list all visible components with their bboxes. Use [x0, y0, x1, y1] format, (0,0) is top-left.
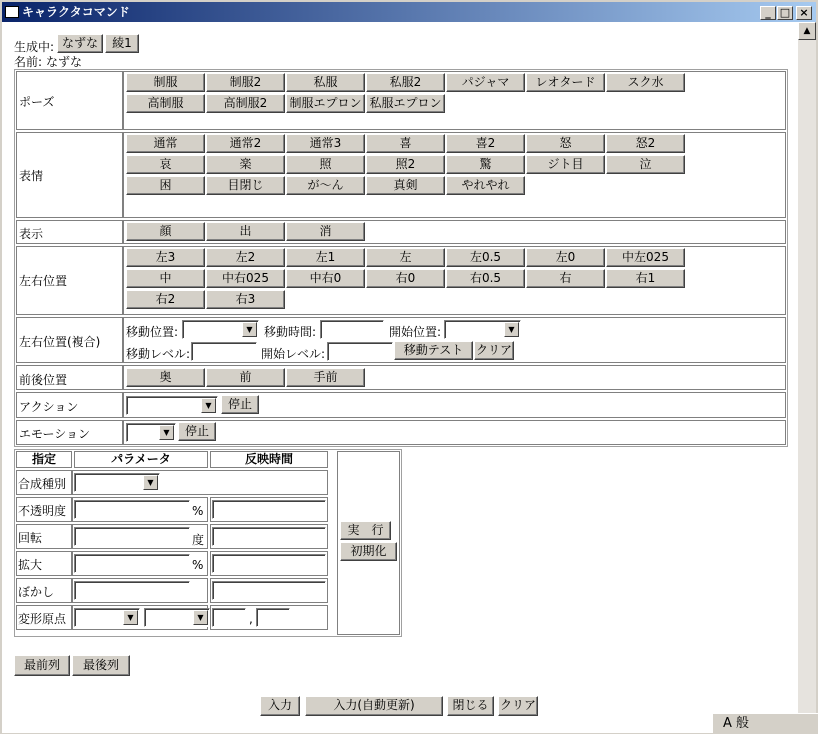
lr-position-button[interactable]: 中右025: [206, 269, 285, 288]
lr-position-button[interactable]: 中左025: [606, 248, 685, 267]
action-label: アクション: [19, 400, 79, 414]
expression-label: 表情: [19, 169, 44, 183]
chevron-down-icon: ▼: [504, 322, 519, 337]
origin-y-input[interactable]: [256, 608, 290, 627]
param-label: 拡大: [18, 558, 43, 572]
origin-x-input[interactable]: [212, 608, 246, 627]
pose-button[interactable]: スク水: [606, 73, 685, 92]
lr-position-button[interactable]: 左2: [206, 248, 285, 267]
start-position-select[interactable]: [444, 320, 521, 339]
ime-toolbar: [713, 713, 818, 733]
origin-separator: ,: [249, 612, 253, 626]
lr-position-label: 左右位置: [19, 274, 68, 288]
send-to-back-button[interactable]: 最後列: [72, 655, 130, 676]
pose-button[interactable]: レオタード: [526, 73, 605, 92]
name-value: なずな: [46, 55, 83, 69]
lr-position-button[interactable]: 左: [366, 248, 445, 267]
depth-position-button[interactable]: 前: [206, 368, 285, 387]
expression-button[interactable]: 目閉じ: [206, 176, 285, 195]
origin-x-select[interactable]: [74, 608, 140, 627]
expression-button[interactable]: 喜2: [446, 134, 525, 153]
execute-button[interactable]: 実 行: [340, 521, 391, 540]
lr-position-button[interactable]: 左1: [286, 248, 365, 267]
lr-position-button[interactable]: 左0.5: [446, 248, 525, 267]
start-level-input[interactable]: [327, 342, 393, 361]
emotion-stop-button[interactable]: 停止: [178, 422, 216, 441]
pose-button[interactable]: 私服: [286, 73, 365, 92]
param-label: ぼかし: [18, 585, 55, 599]
param-label: 回転: [18, 531, 43, 545]
pose-button[interactable]: 制服: [126, 73, 205, 92]
move-level-label: 移動レベル:: [126, 347, 191, 361]
client-area: [2, 22, 798, 733]
reset-button[interactable]: 初期化: [340, 542, 397, 561]
display-label: 表示: [19, 227, 44, 241]
vertical-scrollbar[interactable]: [798, 22, 816, 733]
input-button[interactable]: 入力: [260, 696, 300, 716]
move-level-input[interactable]: [191, 342, 257, 361]
lr-complex-clear-button[interactable]: クリア: [474, 341, 514, 360]
param-value-input[interactable]: [74, 527, 190, 546]
chevron-down-icon: ▼: [159, 425, 174, 440]
lr-position-button[interactable]: 右1: [606, 269, 685, 288]
blend-type-select[interactable]: [74, 473, 160, 492]
emotion-label: エモーション: [19, 427, 91, 441]
expression-button[interactable]: 照2: [366, 155, 445, 174]
name-label: 名前:: [14, 55, 43, 69]
scroll-up-arrow-icon[interactable]: ▲: [798, 22, 816, 40]
minimize-button[interactable]: _: [760, 6, 776, 20]
input-auto-update-button[interactable]: 入力(自動更新): [305, 696, 443, 716]
display-button[interactable]: 顔: [126, 222, 205, 241]
param-label: 不透明度: [18, 504, 67, 518]
expression-button[interactable]: 怒2: [606, 134, 685, 153]
expression-button[interactable]: 楽: [206, 155, 285, 174]
lr-position-button[interactable]: 左3: [126, 248, 205, 267]
close-dialog-button[interactable]: 閉じる: [447, 696, 494, 716]
params-header-spec: 指定: [31, 452, 56, 466]
lr-position-button[interactable]: 右2: [126, 290, 205, 309]
generating-button-nazuna[interactable]: なずな: [57, 34, 103, 53]
expression-button[interactable]: 通常3: [286, 134, 365, 153]
lr-position-button[interactable]: 右0.5: [446, 269, 525, 288]
origin-y-select[interactable]: [144, 608, 210, 627]
pose-button[interactable]: 制服エプロン: [286, 94, 365, 113]
param-time-input[interactable]: [212, 527, 326, 546]
expression-button[interactable]: 驚: [446, 155, 525, 174]
pose-button[interactable]: 私服2: [366, 73, 445, 92]
move-position-select[interactable]: [182, 320, 259, 339]
expression-button[interactable]: が〜ん: [286, 176, 365, 195]
expression-button[interactable]: 哀: [126, 155, 205, 174]
expression-button[interactable]: やれやれ: [446, 176, 525, 195]
move-test-button[interactable]: 移動テスト: [394, 341, 473, 360]
move-position-label: 移動位置:: [126, 325, 179, 339]
pose-button[interactable]: パジャマ: [446, 73, 525, 92]
depth-position-button[interactable]: 奥: [126, 368, 205, 387]
depth-position-label: 前後位置: [19, 373, 68, 387]
app-icon: [5, 6, 19, 18]
param-unit: 度: [192, 533, 205, 547]
display-button[interactable]: 消: [286, 222, 365, 241]
maximize-button[interactable]: □: [777, 6, 793, 20]
expression-button[interactable]: 怒: [526, 134, 605, 153]
expression-button[interactable]: 通常2: [206, 134, 285, 153]
chevron-down-icon: ▼: [123, 610, 138, 625]
pose-button[interactable]: 私服エプロン: [366, 94, 445, 113]
expression-button[interactable]: 困: [126, 176, 205, 195]
chevron-down-icon: ▼: [201, 398, 216, 413]
lr-position-button[interactable]: 右: [526, 269, 605, 288]
generating-label: 生成中:: [14, 40, 55, 54]
display-button[interactable]: 出: [206, 222, 285, 241]
params-header-parameter: パラメータ: [111, 452, 171, 466]
param-time-input[interactable]: [212, 581, 326, 600]
lr-position-button[interactable]: 中: [126, 269, 205, 288]
pose-button[interactable]: 制服2: [206, 73, 285, 92]
move-time-label: 移動時間:: [264, 325, 317, 339]
param-value-input[interactable]: [74, 500, 190, 519]
window-title: キャラクタコマンド: [22, 5, 130, 19]
pose-button[interactable]: 高制服2: [206, 94, 285, 113]
param-label: 合成種別: [18, 477, 67, 491]
bring-to-front-button[interactable]: 最前列: [14, 655, 70, 676]
pose-button[interactable]: 高制服: [126, 94, 205, 113]
param-time-input[interactable]: [212, 500, 326, 519]
lr-position-button[interactable]: 右0: [366, 269, 445, 288]
expression-button[interactable]: 通常: [126, 134, 205, 153]
move-time-input[interactable]: [320, 320, 384, 339]
pose-label: ポーズ: [19, 95, 55, 109]
param-value-input[interactable]: [74, 581, 190, 600]
start-level-label: 開始レベル:: [261, 347, 326, 361]
emotion-select[interactable]: [126, 423, 176, 442]
chevron-down-icon: ▼: [193, 610, 208, 625]
generating-button-aya1[interactable]: 綾1: [105, 34, 139, 53]
chevron-down-icon: ▼: [242, 322, 257, 337]
action-select[interactable]: [126, 396, 218, 415]
lr-position-button[interactable]: 右3: [206, 290, 285, 309]
lr-complex-label: 左右位置(複合): [19, 335, 101, 349]
expression-button[interactable]: ジト目: [526, 155, 605, 174]
expression-button[interactable]: 照: [286, 155, 365, 174]
close-button[interactable]: ×: [796, 6, 812, 20]
param-time-input[interactable]: [212, 554, 326, 573]
title-bar: [2, 2, 816, 22]
footer-clear-button[interactable]: クリア: [498, 696, 538, 716]
expression-button[interactable]: 泣: [606, 155, 685, 174]
expression-button[interactable]: 真剣: [366, 176, 445, 195]
param-unit: %: [192, 504, 204, 518]
ime-mode-text[interactable]: A 般: [723, 716, 750, 731]
params-header-time: 反映時間: [244, 452, 293, 466]
lr-position-button[interactable]: 中右0: [286, 269, 365, 288]
action-stop-button[interactable]: 停止: [221, 395, 259, 414]
lr-position-button[interactable]: 左0: [526, 248, 605, 267]
param-value-input[interactable]: [74, 554, 190, 573]
emotion-controls-cell: [123, 420, 786, 445]
chevron-down-icon: ▼: [143, 475, 158, 490]
depth-position-button[interactable]: 手前: [286, 368, 365, 387]
param-label: 変形原点: [18, 612, 67, 626]
param-unit: %: [192, 558, 204, 572]
start-position-label: 開始位置:: [389, 325, 442, 339]
expression-button[interactable]: 喜: [366, 134, 445, 153]
